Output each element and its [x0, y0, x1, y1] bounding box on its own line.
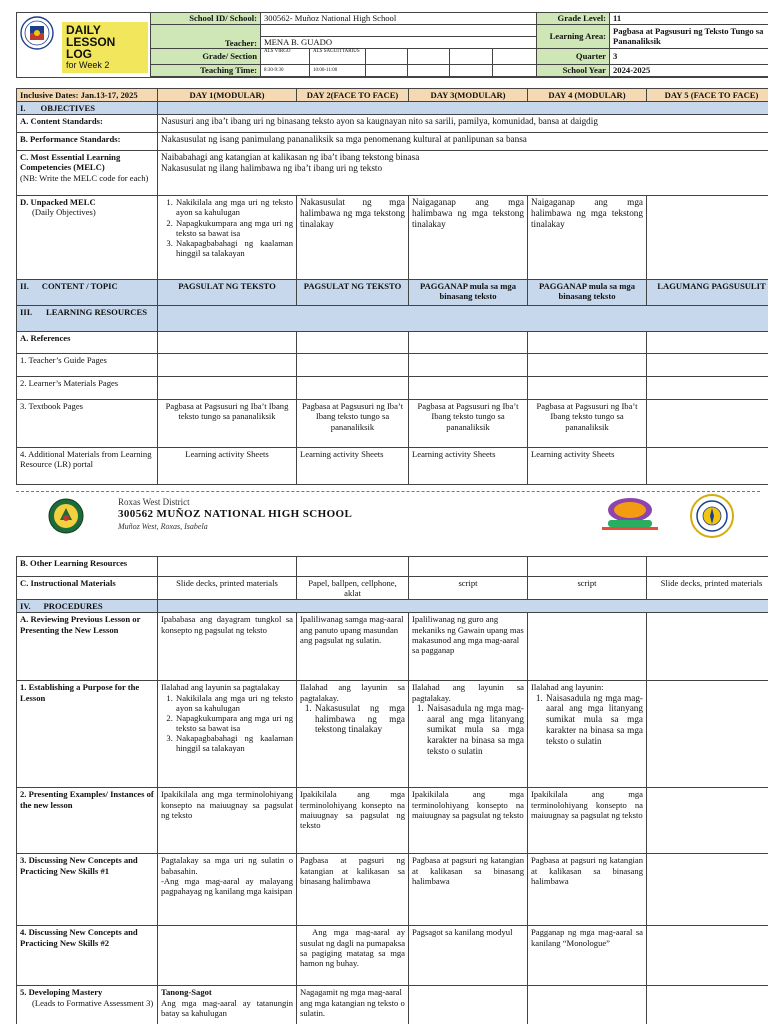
empty-cell	[297, 377, 409, 400]
quarter-value: 3	[609, 48, 768, 65]
instructional-day1: Slide decks, printed materials	[158, 577, 297, 600]
banner-divider	[16, 491, 760, 492]
empty-cell	[647, 986, 768, 1024]
instructional-materials-label: C. Instructional Materials	[17, 577, 158, 600]
content-title: CONTENT / TOPIC	[41, 281, 118, 292]
reviewing-day3: Ipaliliwanag ng guro ang mekaniks ng Gawain upang mas makasunod ang mga mag-aaral sa pagganap	[409, 613, 528, 681]
district-name: Roxas West District	[118, 497, 190, 507]
learning-resources-fill	[158, 306, 768, 332]
purpose-day3-intro: Ilalahad ang layunin sa pagtalakay.	[412, 682, 524, 703]
section-5	[449, 48, 493, 65]
school-year-label: School Year	[536, 64, 610, 77]
instructional-day4: script	[528, 577, 647, 600]
purpose-day3	[409, 681, 528, 788]
content-standards-value: Nasusuri ang iba’t ibang uri ng binasang teksto ayon sa kaugnayan nito sa sarili, pamilya, komunidad, bansa at daigdig	[158, 115, 768, 133]
inclusive-dates: Inclusive Dates: Jan.13-17, 2025	[17, 89, 158, 102]
unpacked-melc-sub: (Daily Objectives)	[32, 207, 96, 218]
empty-cell	[528, 986, 647, 1024]
developing-mastery-sub: (Leads to Formative Assessment 3)	[32, 997, 154, 1008]
purpose-day4	[528, 681, 647, 788]
unpacked-day5	[647, 196, 768, 280]
empty-cell	[297, 332, 409, 354]
content-day4: PAGGANAP mula sa mga binasang teksto	[528, 280, 647, 306]
presenting-day3: Ipakikilala ang mga terminolohiyang konsepto na maiuugnay sa pagsulat ng teksto	[409, 788, 528, 854]
resources-title: LEARNING RESOURCES	[46, 307, 147, 318]
lesson-table-page-1	[16, 88, 768, 485]
empty-cell	[158, 557, 297, 577]
title-daily: DAILY	[66, 23, 101, 37]
other-resources-row	[17, 557, 768, 577]
textbook-day4: Pagbasa at Pagsusuri ng Iba’t Ibang teksto tungo sa pananaliksik	[528, 400, 647, 448]
content-num: II.	[20, 281, 29, 292]
textbook-day2: Pagbasa at Pagsusuri ng Iba’t Ibang teksto tungo sa pananaliksik	[297, 400, 409, 448]
empty-cell	[158, 926, 297, 986]
day3-header: DAY 3(MODULAR)	[409, 89, 528, 102]
purpose-day2	[297, 681, 409, 788]
empty-cell	[528, 613, 647, 681]
objectives-heading	[17, 102, 158, 115]
discussing-2-day3: Pagsagot sa kanilang modyul	[409, 926, 528, 986]
presenting-day2: Ipakikilala ang mga terminolohiyang konsepto na maiuugnay sa pagsulat ng teksto	[297, 788, 409, 854]
teaching-time-label: Teaching Time:	[150, 64, 261, 77]
time-2: 10:00-11:00	[309, 64, 366, 77]
other-resources-label: B. Other Learning Resources	[17, 557, 158, 577]
developing-mastery-label: 5. Developing Mastery	[20, 987, 103, 998]
discussing-1-day2: Pagbasa at pagsuri ng katangian at kalikasan sa binasang halimbawa	[297, 854, 409, 926]
grade-section-label: Grade/ Section	[150, 48, 261, 65]
unpacked-melc-label: D. Unpacked MELC	[20, 197, 96, 208]
school-name: 300562 MUÑOZ NATIONAL HIGH SCHOOL	[118, 508, 353, 520]
additional-day2: Learning activity Sheets	[297, 448, 409, 485]
developing-mastery-day1-text: Ang mga mag-aaral ay tatanungin batay sa kahulugan	[161, 997, 293, 1018]
learning-resources-row	[17, 306, 768, 332]
empty-cell	[158, 354, 297, 377]
section-6	[492, 48, 537, 65]
textbook-day1: Pagbasa at Pagsusuri ng Iba’t Ibang teksto tungo sa pananaliksik	[158, 400, 297, 448]
objectives-num: I.	[20, 103, 26, 114]
purpose-day1-item: 1. Nakikilala ang mga uri ng teksto ayon sa kahulugan	[175, 693, 293, 713]
melc-note: (NB: Write the MELC code for each)	[20, 172, 149, 183]
school-label: School ID/ School:	[150, 12, 261, 25]
unpacked-day1-item: 1. Nakikilala ang mga uri ng teksto ayon sa kahulugan	[175, 197, 293, 217]
empty-cell	[297, 557, 409, 577]
performance-standards-row	[17, 133, 768, 151]
empty-cell	[647, 854, 768, 926]
title-lesson-log: LESSON LOG	[66, 35, 116, 61]
empty-cell	[528, 332, 647, 354]
time-5	[449, 64, 493, 77]
unpacked-day1-item: 3. Nakapagbabahagi ng kaalaman hinggil sa talakayan	[175, 238, 293, 258]
purpose-row	[17, 681, 768, 788]
instructional-materials-row	[17, 577, 768, 600]
empty-cell	[647, 788, 768, 854]
developing-mastery-day1	[158, 986, 297, 1024]
empty-cell	[409, 332, 528, 354]
purpose-day2-intro: Ilalahad ang layunin sa pagtalakay.	[300, 682, 405, 703]
empty-cell	[647, 448, 768, 485]
objectives-heading-row	[17, 102, 768, 115]
procedures-title: PROCEDURES	[43, 601, 103, 612]
purpose-day1-intro: Ilalahad ang layunin sa pagtalakay	[161, 682, 280, 693]
developing-mastery-day2: Nagagamit ng mga mag-aaral ang mga katangian ng teksto o sulatin.	[297, 986, 409, 1024]
unpacked-day3: Naigaganap ang mga halimbawa ng mga tekstong tinalakay	[409, 196, 528, 280]
section-2: ALS SAGUITTARIUS	[309, 48, 366, 65]
dll-title	[62, 22, 148, 73]
reviewing-row	[17, 613, 768, 681]
content-topic-row	[17, 280, 768, 306]
resources-num: III.	[20, 307, 33, 318]
melc-label: C. Most Essential Learning Competencies (MELC)	[20, 152, 121, 173]
time-3	[365, 64, 408, 77]
teacher-value: MENA B. GUADO	[260, 36, 537, 49]
content-day2: PAGSULAT NG TEKSTO	[297, 280, 409, 306]
melc-value-cell	[158, 151, 768, 196]
unpacked-melc-label-cell	[17, 196, 158, 280]
grade-level-label: Grade Level:	[536, 12, 610, 25]
empty-cell	[528, 354, 647, 377]
day1-header: DAY 1(MODULAR)	[158, 89, 297, 102]
lesson-table-page-2	[16, 556, 768, 1024]
title-week: for Week 2	[66, 60, 110, 70]
content-day5: LAGUMANG PAGSUSULIT	[647, 280, 768, 306]
empty-cell	[409, 377, 528, 400]
learner-materials-row	[17, 377, 768, 400]
learner-materials-label: 2. Learner’s Materials Pages	[17, 377, 158, 400]
empty-cell	[647, 354, 768, 377]
unpacked-day4: Naigaganap ang mga halimbawa ng mga tekstong tinalakay	[528, 196, 647, 280]
campaign-logo-icon	[578, 496, 682, 536]
deped-logo-icon	[690, 494, 734, 538]
performance-standards-value: Nakasusulat ng isang panimulang pananaliksik sa mga penomenang kultural at panlipunan sa bansa	[158, 133, 768, 151]
quarter-label: Quarter	[536, 48, 610, 65]
empty-cell	[647, 613, 768, 681]
additional-day3: Learning activity Sheets	[409, 448, 528, 485]
instructional-day2: Papel, ballpen, cellphone, aklat	[297, 577, 409, 600]
objectives-heading-fill	[158, 102, 768, 115]
references-label: A. References	[17, 332, 158, 354]
objectives-title: OBJECTIVES	[40, 103, 95, 114]
empty-cell	[647, 332, 768, 354]
developing-mastery-label-cell	[17, 986, 158, 1024]
empty-cell	[158, 332, 297, 354]
purpose-day1-item: 3. Nakapagbabahagi ng kaalaman hinggil sa talakayan	[175, 733, 293, 753]
melc-line-1: Naibabahagi ang katangian at kalikasan ng iba’t ibang tekstong binasa	[161, 152, 420, 163]
references-row	[17, 332, 768, 354]
learning-resources-heading	[17, 306, 158, 332]
teacher-label: Teacher:	[150, 24, 261, 49]
discussing-1-row	[17, 854, 768, 926]
empty-cell	[409, 557, 528, 577]
performance-standards-label: B. Performance Standards:	[17, 133, 158, 151]
teacher-guide-row	[17, 354, 768, 377]
melc-row	[17, 151, 768, 196]
grade-level-value: 11	[609, 12, 768, 25]
presenting-day4: Ipakikilala ang mga terminolohiyang konsepto na maiuugnay sa pagsulat ng teksto	[528, 788, 647, 854]
discussing-2-day2: Ang mga mag-aaral ay susulat ng dagli na pumapaksa sa pagiging matatag sa mga hamon ng buhay.	[297, 926, 409, 986]
textbook-day3: Pagbasa at Pagsusuri ng Iba’t Ibang teksto tungo sa pananaliksik	[409, 400, 528, 448]
column-header-row	[17, 89, 768, 102]
discussing-1-day1	[158, 854, 297, 926]
empty-cell	[647, 926, 768, 986]
content-standards-row	[17, 115, 768, 133]
discussing-1-day1-a: Pagtalakay sa mga uri ng sulatin o babasahin.	[161, 855, 293, 876]
textbook-row	[17, 400, 768, 448]
purpose-label: 1. Establishing a Purpose for the Lesson	[17, 681, 158, 788]
discussing-1-day3: Pagbasa at pagsuri ng katangian at kalikasan sa binasang halimbawa	[409, 854, 528, 926]
reviewing-label: A. Reviewing Previous Lesson or Presenting the New Lesson	[17, 613, 158, 681]
empty-cell	[528, 377, 647, 400]
purpose-day3-item: 1. Naisasadula ng mga mag-aaral ang mga litanyang sumikat mula sa mga karakter na binasa sa mga teksto o sulatin	[426, 703, 524, 757]
reviewing-day1: Ipababasa ang dayagram tungkol sa konsepto ng pagsulat ng teksto	[158, 613, 297, 681]
purpose-day1	[158, 681, 297, 788]
empty-cell	[158, 377, 297, 400]
empty-cell	[647, 400, 768, 448]
empty-cell	[647, 681, 768, 788]
content-standards-label: A. Content Standards:	[17, 115, 158, 133]
additional-materials-row	[17, 448, 768, 485]
additional-materials-label: 4. Additional Materials from Learning Resource (LR) portal	[17, 448, 158, 485]
unpacked-day1-item: 2. Napagkukumpara ang mga uri ng teksto sa bawat isa	[175, 218, 293, 238]
empty-cell	[409, 354, 528, 377]
day2-header: DAY 2(FACE TO FACE)	[297, 89, 409, 102]
procedures-num: IV.	[20, 601, 31, 612]
unpacked-day2: Nakasusulat ng mga halimbawa ng mga tekstong tinalakay	[297, 196, 409, 280]
instructional-day5: Slide decks, printed materials	[647, 577, 768, 600]
procedures-heading-fill	[158, 600, 768, 613]
time-1: 8:30-9:30	[260, 64, 310, 77]
empty-cell	[647, 557, 768, 577]
section-3	[365, 48, 408, 65]
melc-line-2: Nakasusulat ng ilang halimbawa ng iba’t ibang uri ng teksto	[161, 163, 383, 174]
learning-area-label: Learning Area:	[536, 24, 610, 49]
procedures-heading-row	[17, 600, 768, 613]
purpose-day1-item: 2. Napagkukumpara ang mga uri ng teksto sa bawat isa	[175, 713, 293, 733]
developing-mastery-row	[17, 986, 768, 1024]
school-value: 300562- Muñoz National High School	[260, 12, 537, 25]
day5-header: DAY 5 (FACE TO FACE)	[647, 89, 768, 102]
school-seal-icon	[48, 498, 84, 534]
unpacked-day1	[158, 196, 297, 280]
section-1: ALS VIRGO	[260, 48, 310, 65]
deped-seal-icon	[20, 16, 54, 50]
presenting-row	[17, 788, 768, 854]
reviewing-day2: Ipaliliwanag samga mag-aaral ang panuto upang masundan ang pagsulat ng sulatin.	[297, 613, 409, 681]
additional-day1: Learning activity Sheets	[158, 448, 297, 485]
instructional-day3: script	[409, 577, 528, 600]
day4-header: DAY 4 (MODULAR)	[528, 89, 647, 102]
melc-label-cell	[17, 151, 158, 196]
purpose-day4-item: 1. Naisasadula ng mga mag-aaral ang mga litanyang sumikat mula sa mga karakter na binasa sa mga teksto o sulatin	[545, 693, 643, 747]
school-year-value: 2024-2025	[609, 64, 768, 77]
discussing-2-label: 4. Discussing New Concepts and Practicing New Skills #2	[17, 926, 158, 986]
section-4	[407, 48, 450, 65]
purpose-day4-intro: Ilalahad ang layunin:	[531, 682, 604, 693]
procedures-heading	[17, 600, 158, 613]
purpose-day2-item: 1. Nakasusulat ng mga halimbawa ng mga tekstong tinalakay	[314, 703, 405, 736]
empty-cell	[409, 986, 528, 1024]
discussing-2-row	[17, 926, 768, 986]
textbook-label: 3. Textbook Pages	[17, 400, 158, 448]
content-topic-heading	[17, 280, 158, 306]
empty-cell	[528, 557, 647, 577]
teacher-guide-label: 1. Teacher’s Guide Pages	[17, 354, 158, 377]
time-6	[492, 64, 537, 77]
content-day1: PAGSULAT NG TEKSTO	[158, 280, 297, 306]
developing-mastery-day1-title: Tanong-Sagot	[161, 987, 212, 998]
learning-area-value: Pagbasa at Pagsusuri ng Teksto Tungo sa Pananaliksik	[609, 24, 768, 49]
empty-cell	[647, 377, 768, 400]
discussing-1-label: 3. Discussing New Concepts and Practicing New Skills #1	[17, 854, 158, 926]
discussing-1-day1-b: -Ang mga mag-aaral ay malayang pagpahayag ng kanilang mga kaisipan	[161, 875, 293, 896]
empty-cell	[297, 354, 409, 377]
school-address: Muñoz West, Roxas, Isabela	[118, 522, 208, 531]
discussing-1-day4: Pagbasa at pagsuri ng katangian at kalikasan sa binasang halimbawa	[528, 854, 647, 926]
presenting-day1: Ipakikilala ang mga terminolohiyang konsepto na maiuugnay sa pagsulat ng teksto	[158, 788, 297, 854]
discussing-2-day4: Pagganap ng mga mag-aaral sa kanilang “Monologue”	[528, 926, 647, 986]
unpacked-melc-row	[17, 196, 768, 280]
presenting-label: 2. Presenting Examples/ Instances of the new lesson	[17, 788, 158, 854]
time-4	[407, 64, 450, 77]
additional-day4: Learning activity Sheets	[528, 448, 647, 485]
content-day3: PAGGANAP mula sa mga binasang teksto	[409, 280, 528, 306]
